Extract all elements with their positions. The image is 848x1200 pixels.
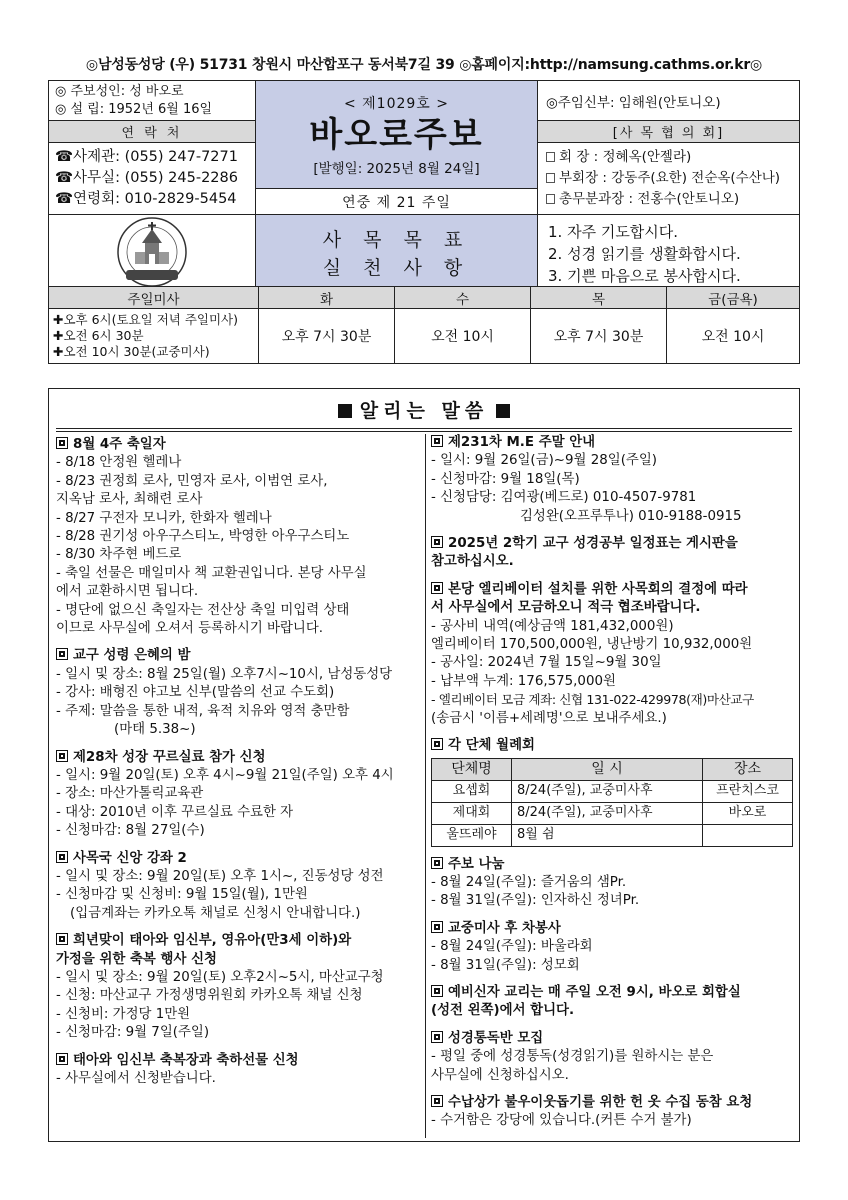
church-logo bbox=[112, 216, 192, 288]
notice-bible-reading-group: 성경통독반 모집 - 평일 중에 성경통독(성경읽기)를 원하시는 분은 사무실에 신청하십시오. bbox=[431, 1030, 795, 1085]
title-block bbox=[256, 81, 538, 189]
council-general: 총무분과장 : 전홍수(안토니오) bbox=[546, 189, 791, 210]
council-vice: 부회장 : 강동주(요한) 전순옥(수산나) bbox=[546, 168, 791, 189]
pastor-name: ◎주임신부: 임해원(안토니오) bbox=[538, 81, 800, 121]
contact-rectory: ☎사제관: (055) 247-7271 bbox=[55, 149, 238, 165]
publish-date: [발행일: 2025년 8월 24일] bbox=[313, 160, 480, 177]
group-header-place: 장소 bbox=[703, 758, 793, 780]
goal-item: 2. 성경 읽기를 생활화합시다. bbox=[548, 244, 741, 263]
group-meeting-table bbox=[431, 758, 793, 847]
sunday-mass-times bbox=[49, 309, 259, 364]
mass-schedule-table bbox=[48, 286, 800, 364]
founded-date: ◎ 설 립: 1952년 6월 16일 bbox=[55, 101, 213, 117]
notice-jubilee-blessing: 희년맞이 태아와 임신부, 영유아(만3세 이하)와 가정을 위한 축복 행사 신청 - 일시 및 장소: 9월 20일(토) 오후2시~5시, 마산교구청 - 신청: 마산교구 가정생명위원회 카카오톡 채널 신청 - 신청비: 가정당 1만원 - 신청마감: 9월 7일(주일) bbox=[56, 932, 422, 1042]
notice-feast-days: 8월 4주 축일자 - 8/18 안정원 헬레나 - 8/23 권정희 로사, 민영자 로사, 이범연 로사, 지옥남 로사, 최해련 로사 - 8/27 구전자 모니카, 한화자 헬레나 - 8/28 권기성 아우구스티노, 박영한 아우구스티노 - 8/30 차주현 베드로 - 축일 선물은 매일미사 책 교환권입니다. 본당 사무실 에서 교환하시면 됩니다. - 명단에 없으신 축일자는 전산상 축일 미입력 상태 이므로 사무실에 오셔서 등록하시기 바랍니다. bbox=[56, 436, 422, 638]
mass-header-tue: 화 bbox=[259, 287, 395, 309]
patron-founded-cell bbox=[49, 81, 256, 121]
issue-number: < 제1029호 > bbox=[343, 95, 450, 112]
mass-header-wed: 수 bbox=[395, 287, 531, 309]
bulletin-header bbox=[48, 80, 800, 293]
council-president: 회 장 : 정혜옥(안젤라) bbox=[546, 147, 791, 168]
tue-mass-time: 오후 7시 30분 bbox=[259, 309, 395, 364]
wed-mass-time: 오전 10시 bbox=[395, 309, 531, 364]
notice-pregnancy-blessing: 태아와 임신부 축복장과 축하선물 신청 - 사무실에서 신청받습니다. bbox=[56, 1052, 422, 1089]
group-header-name: 단체명 bbox=[432, 758, 512, 780]
square-icon bbox=[546, 152, 555, 162]
notice-cursillo: 제28차 성장 꾸르실료 참가 신청 - 일시: 9월 20일(토) 오후 4시~9월 21일(주일) 오후 4시 - 장소: 마산가톨릭교육관 - 대상: 2010년 이후 꾸르실료 수료한 자 - 신청마감: 8월 27일(수) bbox=[56, 749, 422, 841]
goal-title-2: 실 천 사 항 bbox=[322, 256, 471, 279]
council-title: [사 목 협 의 회] bbox=[538, 121, 800, 143]
bulletin-title: 바오로주보 bbox=[309, 114, 484, 155]
contact-title: 연 락 처 bbox=[49, 121, 256, 143]
contact-office: ☎사무실: (055) 245-2286 bbox=[55, 170, 238, 186]
church-address-line: ◎남성동성당 (우) 51731 창원시 마산합포구 동서북7길 39 ◎홈페이지:http://namsung.cathms.or.kr◎ bbox=[85, 57, 763, 73]
black-square-icon bbox=[496, 404, 510, 418]
divider bbox=[56, 431, 792, 432]
fri-mass-time: 오전 10시 bbox=[667, 309, 800, 364]
square-icon bbox=[546, 173, 555, 183]
church-logo-cell bbox=[49, 215, 256, 293]
thu-mass-time: 오후 7시 30분 bbox=[531, 309, 667, 364]
notice-bible-study: 2025년 2학기 교구 성경공부 일정표는 게시판을 참고하십시오. bbox=[431, 535, 795, 572]
notice-heading: 알리는 말씀 bbox=[48, 396, 800, 423]
column-divider bbox=[425, 434, 426, 1138]
goal-title-1: 사 목 목 표 bbox=[322, 228, 471, 251]
notice-elevator-fund: 본당 엘리베이터 설치를 위한 사목회의 결정에 따라 서 사무실에서 모금하오니 적극 협조바랍니다. - 공사비 내역(예상금액 181,432,000원) 엘리베이터 170,500,000원, 냉난방기 10,932,000원 - 공사일: 2024년 7월 15일~9월 30일 - 납부액 누계: 176,575,000원 - 엘리베이터 모금 계좌: 신협 131-022-429978(재)마산교구 (송금시 '이름+세례명'으로 보내주세요.) bbox=[431, 581, 795, 728]
notice-group-meetings: 각 단체 월례회 단체명 일 시 장소 요셉회 8/24(주일), 교중미사후 프란치스코 제대회 8/24(주일), 교중미사후 바오로 울뜨레야 8월 쉼 bbox=[431, 737, 795, 846]
table-row: 울뜨레야 8월 쉼 bbox=[432, 824, 793, 846]
notice-holy-spirit-night: 교구 성령 은혜의 밤 - 일시 및 장소: 8월 25일(월) 오후7시~10시, 남성동성당 - 강사: 배형진 야고보 신부(말씀의 선교 수도회) - 주제: 말씀을 통한 내적, 육적 치유와 영적 충만함 (마태 5.38~) bbox=[56, 647, 422, 739]
notice-right-column bbox=[431, 434, 795, 1140]
black-square-icon bbox=[338, 404, 352, 418]
group-header-time: 일 시 bbox=[512, 758, 703, 780]
notice-left-column bbox=[56, 436, 422, 1097]
table-row: 제대회 8/24(주일), 교중미사후 바오로 bbox=[432, 802, 793, 824]
notice-me-weekend: 제231차 M.E 주말 안내 - 일시: 9월 26일(금)~9월 28일(주일) - 신청마감: 9월 18일(목) - 신청담당: 김여광(베드로) 010-4507-9781 김성완(오프루투나) 010-9188-0915 bbox=[431, 434, 795, 526]
sunday-mass-saturday: ✚오후 6시(토요일 저녁 주일미사) bbox=[53, 312, 239, 327]
liturgical-sunday: 연중 제 21 주일 bbox=[256, 189, 538, 215]
council-list bbox=[538, 143, 800, 215]
contact-funeral: ☎연령회: 010-2829-5454 bbox=[55, 191, 237, 207]
mass-header-sunday: 주일미사 bbox=[49, 287, 259, 309]
sunday-mass-main: ✚오전 10시 30분(교중미사) bbox=[53, 344, 210, 359]
mass-header-fri: 금(금욕) bbox=[667, 287, 800, 309]
contact-list bbox=[49, 143, 256, 215]
patron-saint: ◎ 주보성인: 성 바오로 bbox=[55, 83, 184, 99]
notice-catechumen: 예비신자 교리는 매 주일 오전 9시, 바오로 회합실 (성전 왼쪽)에서 합니다. bbox=[431, 984, 795, 1021]
notice-bulletin-sharing: 주보 나눔 - 8월 24일(주일): 즐거움의 샘Pr. - 8월 31일(주일): 인자하신 정녀Pr. bbox=[431, 856, 795, 911]
goal-title-cell bbox=[256, 215, 538, 293]
square-icon bbox=[546, 194, 555, 204]
notice-clothing-drive: 수납상가 불우이웃돕기를 위한 헌 옷 수집 동참 요청 - 수거함은 강당에 있습니다.(커튼 수거 불가) bbox=[431, 1094, 795, 1131]
notice-tea-service: 교중미사 후 차봉사 - 8월 24일(주일): 바울라회 - 8월 31일(주일): 성모회 bbox=[431, 920, 795, 975]
goal-list bbox=[538, 215, 800, 293]
mass-header-thu: 목 bbox=[531, 287, 667, 309]
goal-item: 3. 기쁜 마음으로 봉사합시다. bbox=[548, 266, 741, 285]
goal-item: 1. 자주 기도합시다. bbox=[548, 222, 679, 241]
notice-faith-lecture: 사목국 신앙 강좌 2 - 일시 및 장소: 9월 20일(토) 오후 1시~, 진동성당 성전 - 신청마감 및 신청비: 9월 15일(월), 1만원 (입금계좌는 카카오톡 채널로 신청시 안내합니다.) bbox=[56, 850, 422, 924]
divider bbox=[56, 428, 792, 429]
sunday-mass-early: ✚오전 6시 30분 bbox=[53, 328, 144, 343]
table-row: 요셉회 8/24(주일), 교중미사후 프란치스코 bbox=[432, 780, 793, 802]
